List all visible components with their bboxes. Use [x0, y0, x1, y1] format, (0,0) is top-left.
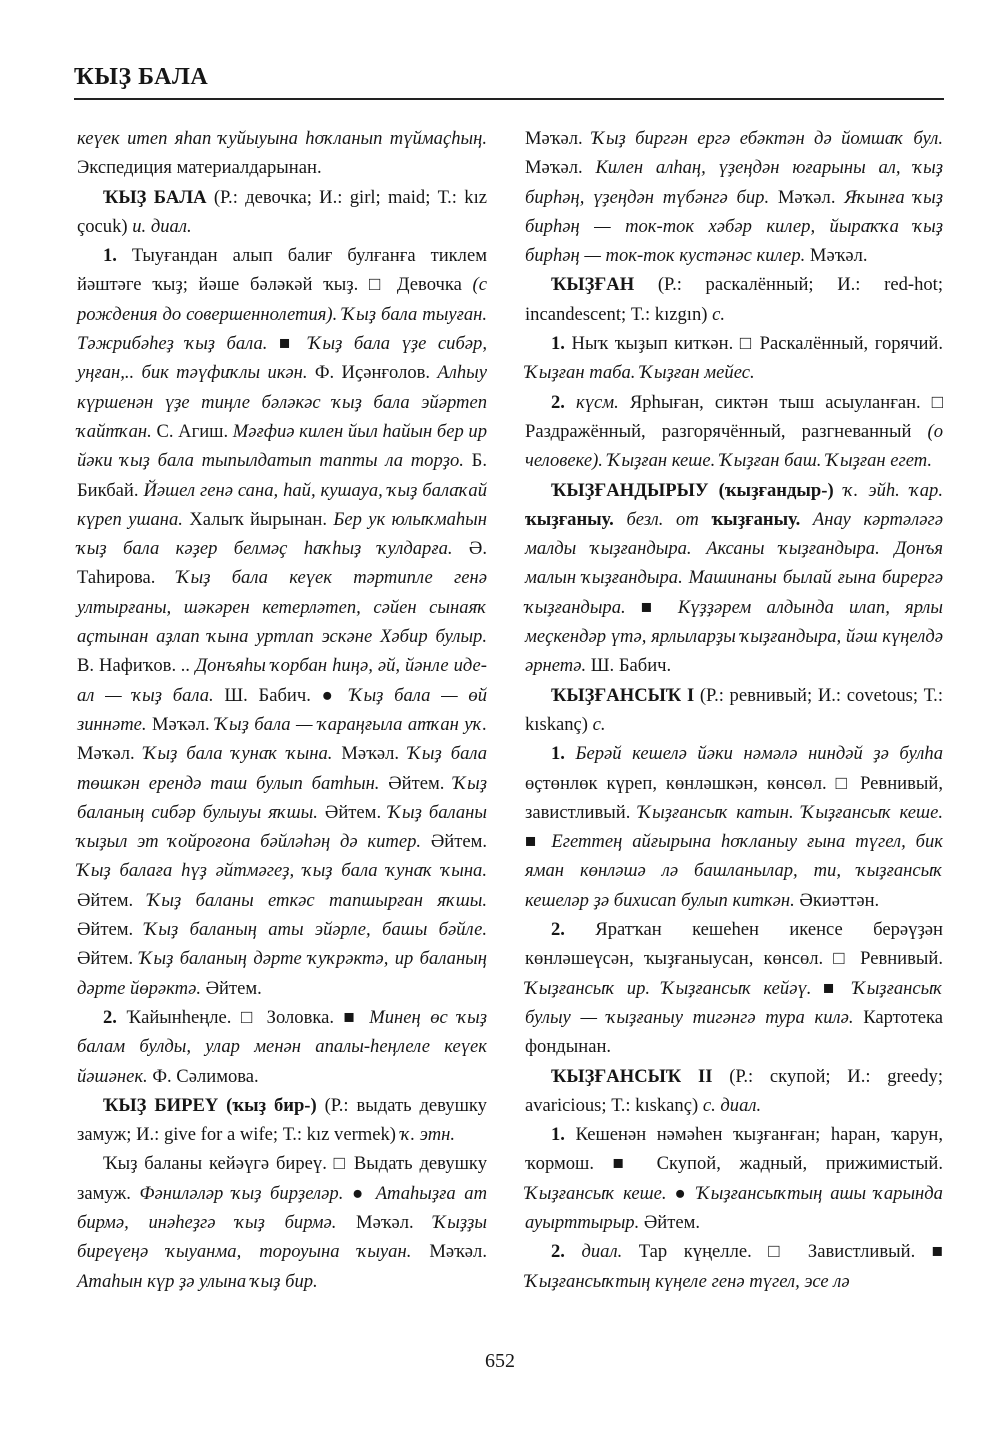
headword-text: ҠЫҘҒАНСЫҠ I	[551, 684, 695, 706]
entry-headword-line	[525, 681, 943, 740]
text-run: Мәҡәл.	[769, 186, 845, 208]
headword-text: 2.	[551, 919, 565, 941]
headword-text: 1.	[551, 333, 565, 355]
text-run	[565, 743, 576, 764]
text-run	[614, 509, 627, 530]
text-run	[798, 743, 809, 764]
italic-text: Атаһын күр ҙә улына ҡыҙ бир.	[77, 1270, 318, 1292]
italic-text: с. диал.	[702, 1094, 762, 1116]
italic-text: Ҡыҙғансыҡ ир. Ҡыҙғансыҡ кейәү.	[525, 977, 812, 999]
text-run: Халыҡ йырынан.	[182, 508, 334, 530]
italic-text: Ҡыҙ бала кеүек тәртипле генә ултырғаны, шәкәрен кетерләтеп, сәйен сынаяҡ аҫтынан аҙлап ҡына уртлап эскәне Хәбир булыр.	[77, 567, 487, 648]
entry-sense	[77, 241, 487, 1003]
italic-text: күсм.	[576, 391, 619, 413]
text-run: Кешенән нәмәһен ҡыҙғанған; һаран, ҡарун, ҡормош. ■ Скупой, жадный, прижимистый.	[525, 1124, 943, 1175]
text-run: Ә. Таһирова.	[77, 538, 487, 589]
italic-text: Ҡыҙғансыҡ булыу — ҡыҙғаныу тигәнгә тура килә.	[525, 977, 943, 1028]
italic-text: Минең өс ҡыҙ балам булды, улар менән апалы-һеңлеле кеүек йәшәнек.	[77, 1006, 487, 1087]
italic-text: Ҡыҙ бала — өй зиннәте.	[77, 684, 487, 735]
text-run: Әйтем.	[639, 1211, 701, 1233]
italic-text: Фәниләләр ҡыҙ бирҙеләр.	[139, 1182, 344, 1204]
italic-text: Ҡыҙ биргән ергә ебәктән дә йомшаҡ бул.	[592, 128, 943, 149]
italic-text: Ҡыҙ баланы ҡыҙыл эт ҡойроғона бәйләһәң дә китер.	[77, 801, 487, 853]
text-run: ●	[343, 1182, 376, 1204]
italic-text: с.	[592, 713, 606, 735]
text-run	[834, 480, 844, 501]
text-run: ■	[525, 831, 552, 853]
italic-text: Бер ук юлыҡмаһын ҡыҙ бала кәҙер белмәҫ һаҡһыҙ ҡулдарға.	[77, 508, 487, 560]
entry-sense	[525, 1237, 943, 1296]
headword-text: ҠЫҘ БИРЕҮ (ҡыҙ бир-)	[103, 1094, 317, 1116]
headword-text: ҠЫҘҒАНДЫРЫУ (ҡыҙғандыр-)	[551, 479, 834, 501]
text-run	[800, 509, 813, 530]
text-run: Экспедиция материалдарынан.	[77, 157, 322, 179]
italic-text: Ҡыҙ балаға һүҙ әйтмәгеҙ, ҡыҙ бала ҡунаҡ ҡына.	[77, 860, 487, 882]
headword-text: ҡыҙғаныу.	[711, 508, 801, 530]
italic-text: Күҙҙәрем алдында илап, ярлы меҫкендәр үтә, ярлыларҙы ҡыҙғандыра, йәш күңелдә әрнетә.	[525, 596, 943, 677]
text-run: Әйтем.	[317, 801, 389, 823]
right-column	[525, 124, 943, 1296]
entry-sense	[77, 1003, 487, 1091]
text-run: Б. Бикбай.	[77, 450, 487, 501]
text-run: ●	[666, 1182, 697, 1204]
text-run: Ш. Бабич. ●	[213, 684, 350, 706]
italic-text: Ҡыҙғансыҡтың ашы ҡарында ауырттырыр.	[525, 1182, 943, 1233]
text-run: Мәҡәл.	[805, 245, 868, 267]
text-run: Әйтем.	[77, 948, 140, 970]
entry-sense	[77, 1149, 487, 1295]
italic-text: Ҡыҙҙы биреүеңә ҡыуанма, тороуына ҡыуан.	[77, 1211, 487, 1263]
text-run: Ф. Иҫәнғолов.	[307, 362, 438, 384]
italic-text: Килен алһаң, үҙеңдән юғарыны ал, ҡыҙ бирһәң, үҙеңдән түбәнгә бир.	[525, 157, 943, 208]
italic-text: Ҡыҙ бала үҙе сибәр, уңған,.. бик тәүфиҡлы икән.	[77, 333, 487, 384]
italic-text: Ҡыҙ бала — ҡараңғыла атҡан уҡ.	[215, 713, 488, 735]
text-run: Ҡыҙ баланы кейәүгә биреү. □ Выдать девушку замуж.	[77, 1153, 487, 1204]
italic-text: Ҡыҙғансыҡ кеше.	[525, 1182, 667, 1204]
entry-headword-line	[525, 1062, 943, 1121]
italic-text: Ҡыҙ баланың сибәр булыуы яҡшы.	[77, 772, 487, 823]
text-run: ■	[267, 333, 309, 355]
italic-text: с.	[712, 303, 726, 325]
italic-text: ниндәй ҙә булһа	[808, 743, 943, 765]
headword-text: ҠЫҘҒАНСЫҠ II	[551, 1065, 713, 1087]
italic-text: Ҡыҙғансыҡ катын. Ҡыҙғансыҡ кеше.	[638, 801, 943, 823]
headword-text: ҡыҙғаныу.	[525, 508, 614, 530]
entry-headword-line	[77, 1091, 487, 1150]
headword-text: 2.	[551, 1241, 565, 1263]
text-run: С. Агиш.	[151, 420, 233, 442]
italic-text: и. диал.	[132, 215, 192, 237]
italic-text: Ҡыҙ бала төшкән ерендә таш булып батһын.	[77, 743, 487, 794]
text-run	[699, 509, 712, 530]
italic-text: Ҡыҙ баланың аты эйәрле, башы бәйле.	[144, 919, 487, 941]
text-run: (Р.: девочка; И.: girl; maid; Т.: kız çocuk)	[77, 186, 487, 237]
text-run: Ҡайынһеңле. □ Золовка. ■	[116, 1006, 370, 1028]
text-run: (Р.: скупой; И.: greedy; avaricious; Т.: kıskanç)	[525, 1065, 944, 1116]
italic-text: Яҡынға ҡыҙ бирһәң — ток-ток хәбәр килер, йыраҡҡа ҡыҙ бирһәң — ток-ток кустәнәс килер.	[525, 186, 943, 267]
text-run	[565, 1241, 582, 1262]
text-run: Әйтем.	[77, 919, 145, 941]
text-run: В. Нафиҡов.	[77, 655, 182, 677]
page-number: 652	[485, 1350, 515, 1372]
entry-sense	[525, 329, 943, 388]
text-run: өҫтөнлөк күреп, көнләшкән, көнсөл. □ Ревнивый, завистливый.	[525, 772, 943, 823]
text-run: Ф. Сәлимова.	[147, 1065, 259, 1087]
entry-headword-line	[525, 476, 943, 681]
headword-text: 1.	[551, 743, 565, 765]
italic-text: Анау кәртәләгә малды ҡыҙғандыра. Аксаны ҡыҙғандыра. Донъя малын ҡыҙғандыра. Машинаны былай ғына бирергә ҡыҙғандыра.	[525, 508, 944, 618]
text-run: Ярһыған, сиктән тыш асыуланған. □ Раздражённый, разгорячённый, разгневанный	[525, 391, 943, 442]
entry-paragraph	[525, 124, 943, 270]
text-run: Мәҡәл.	[411, 1241, 487, 1263]
headword-text: 2.	[551, 391, 565, 413]
italic-text: Йәшел генә сана, һай, кушауа, ҡыҙ балаҡай күреп ушана.	[77, 479, 487, 530]
italic-text: Ҡыҙ бала ҡунаҡ ҡына.	[143, 743, 333, 765]
italic-text: ҡ. этн.	[400, 1124, 455, 1146]
text-run: (Р.: ревнивый; И.: covetous; Т.: kıskanç)	[525, 684, 943, 735]
italic-text: Берәй кешелә йәки нәмәлә	[575, 743, 798, 765]
italic-text: Егеттең айғырына һоҡланыу ғына түгел, бик яман көнләшә лә башланылар, ти, ҡыҙғансыҡ кешеләр ҙә бихисап булып киткән.	[525, 831, 943, 911]
text-run: Ш. Бабич.	[586, 655, 672, 677]
entry-sense	[525, 915, 943, 1061]
italic-text: (о человеке). Ҡыҙған кеше. Ҡыҙған баш. Ҡыҙған егет.	[525, 420, 943, 472]
italic-text: .. Донъяһы ҡорбан һиңә, әй, йәнле идеал — ҡыҙ бала.	[77, 655, 487, 706]
entry-paragraph	[77, 124, 487, 183]
text-run: Яратҡан кешеһен икенсе берәүҙән көнләшеүсән, ҡыҙғаныусан, көнсөл. □ Ревнивый.	[525, 919, 943, 970]
italic-text: Ҡыҙған таба. Ҡыҙған мейес.	[525, 362, 755, 384]
italic-text: безл. от	[626, 508, 699, 530]
text-run: Әйтем.	[421, 831, 488, 853]
text-run: Мәҡәл.	[336, 1211, 434, 1233]
italic-text: Мәғфиә килен йыл һайын бер ир йәки ҡыҙ бала тыпылдатып тапты ла торҙо.	[77, 420, 488, 472]
entry-headword-line	[77, 183, 487, 242]
text-run: (Р.: выдать девушку замуж; И.: give for a wife; Т.: kız vermek)	[77, 1094, 487, 1146]
italic-text: Атаһыҙға ат бирмә, инәһеҙгә ҡыҙ бирмә.	[77, 1182, 487, 1233]
header-rule	[74, 98, 944, 100]
italic-text: кеүек итеп яһап ҡуйыуына һоҡланып түймаҫһың.	[77, 128, 487, 149]
text-run: Тар күңелле. □ Завистливый. ■	[622, 1241, 943, 1263]
text-run: Ныҡ ҡыҙып киткән. □ Раскалённый, горячий.	[564, 333, 943, 355]
headword-text: 1.	[551, 1124, 565, 1146]
text-run: Картотека фондынан.	[525, 1006, 943, 1058]
text-run: ■	[811, 977, 853, 999]
headword-text: ҠЫҘҒАН	[551, 274, 635, 296]
entry-headword-line	[525, 270, 943, 329]
italic-text: ҡ. эйһ. ҡар.	[843, 479, 943, 501]
italic-text: Ҡыҙ баланы еткәс тапшырған яҡшы.	[147, 889, 487, 911]
text-run: Мәҡәл.	[77, 743, 144, 765]
text-run	[565, 392, 576, 413]
text-run: Мәҡәл.	[146, 713, 216, 735]
left-column	[77, 124, 487, 1296]
text-run: Әйтем.	[77, 889, 148, 911]
running-head: ҠЫҘ БАЛА	[74, 64, 209, 90]
entry-sense	[525, 388, 943, 476]
text-run: Тыуғандан алып балиғ булғанға тиклем йәштәге ҡыҙ; йәше бәләкәй ҡыҙ. □ Девочка	[77, 245, 487, 296]
headword-text: 2.	[103, 1006, 117, 1028]
text-run: Мәҡәл.	[525, 128, 593, 149]
entry-sense	[525, 1120, 943, 1237]
text-run: Мәҡәл.	[525, 157, 596, 179]
italic-text: Ҡыҙғансыҡтың күңеле генә түгел, эсе лә	[525, 1270, 850, 1292]
headword-text: 1.	[103, 245, 117, 267]
italic-text: Ҡыҙ баланың дәрте ҡуҡрәктә, ир баланың дәрте йөрәктә.	[77, 948, 487, 999]
text-run: Әкиәттән.	[794, 889, 880, 911]
entry-sense	[525, 739, 943, 915]
text-run: ■	[625, 596, 678, 618]
italic-text: Алһыу күршенән үҙе тиңле бәләкәс ҡыҙ бала эйәртеп ҡайтҡан.	[77, 362, 487, 442]
italic-text: (с рождения до совершеннолетия). Ҡыҙ бала тыуған. Тәжрибәһеҙ ҡыҙ бала.	[77, 274, 487, 355]
text-run: Әйтем.	[379, 772, 454, 794]
headword-text: ҠЫҘ БАЛА	[103, 186, 207, 208]
italic-text: диал.	[581, 1241, 623, 1263]
text-run: (Р.: раскалённый; И.: red-hot; incandescent; Т.: kızgın)	[525, 274, 943, 325]
text-run: Әйтем.	[200, 977, 262, 999]
text-run: Мәҡәл.	[332, 743, 408, 765]
